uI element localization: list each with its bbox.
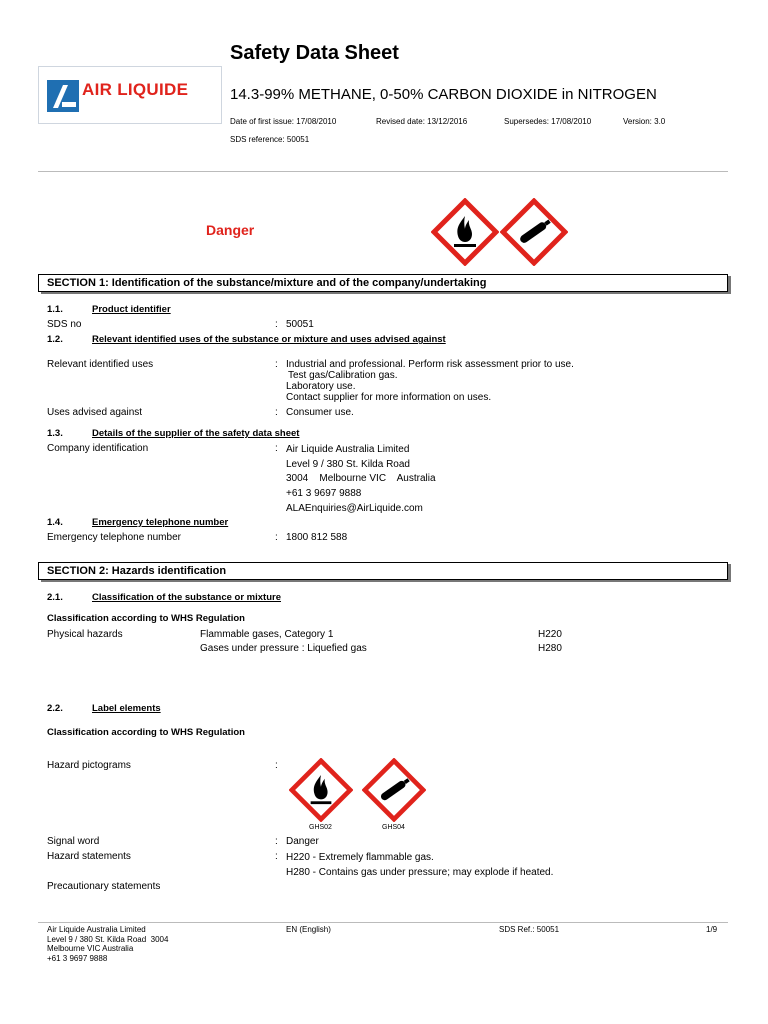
document-title: Safety Data Sheet <box>230 42 399 64</box>
precautionary-statements-label: Precautionary statements <box>47 881 161 892</box>
air-liquide-mark-icon <box>47 80 79 112</box>
signal-word-banner: Danger <box>206 222 255 238</box>
ghs04-gas-cylinder-icon <box>362 758 426 822</box>
logo-text: AIR LIQUIDE <box>82 80 189 99</box>
physical-hazards-label: Physical hazards <box>47 629 123 640</box>
colon: : <box>275 443 278 454</box>
company-identification-value: Air Liquide Australia Limited Level 9 / 380 St. Kilda Road 3004 Melbourne VIC Australia +61 3 9697 9888 ALAEnquiries@AirLiquide.com <box>286 444 436 514</box>
gas-cylinder-pictogram-icon <box>500 198 568 266</box>
colon: : <box>275 319 278 330</box>
emergency-phone-value: 1800 812 588 <box>286 532 348 543</box>
classification-heading: Classification according to WHS Regulation <box>47 613 245 624</box>
footer-language: EN (English) <box>286 925 331 934</box>
subsection-2-2: 2.2. Label elements <box>47 703 161 714</box>
company-identification-label: Company identification <box>47 443 149 454</box>
footer-company: Air Liquide Australia Limited Level 9 / 380 St. Kilda Road 3004 Melbourne VIC Australia +61 3 9697 9888 <box>47 925 169 963</box>
colon: : <box>275 760 278 771</box>
colon: : <box>275 851 278 862</box>
flame-pictogram-icon <box>431 198 499 266</box>
revised-date: Revised date: 13/12/2016 <box>376 117 468 126</box>
footer-sds-ref: SDS Ref.: 50051 <box>499 925 560 934</box>
hazard-pictograms-label: Hazard pictograms <box>47 760 131 771</box>
hazard-code: H220 <box>538 629 562 640</box>
uses-advised-against-value: Consumer use. <box>286 407 354 418</box>
hazard-statements-value: H220 - Extremely flammable gas. H280 - Contains gas under pressure; may explode if heated. <box>286 852 554 878</box>
subsection-1-1: 1.1. Product identifier <box>47 304 171 315</box>
sds-no-label: SDS no <box>47 319 82 330</box>
ghs-code: GHS04 <box>382 824 405 831</box>
sds-no-value: 50051 <box>286 319 314 330</box>
signal-word-value: Danger <box>286 836 319 847</box>
ghs-code: GHS02 <box>309 824 332 831</box>
emergency-phone-label: Emergency telephone number <box>47 532 181 543</box>
subsection-1-4: 1.4. Emergency telephone number <box>47 517 229 528</box>
hazard-category: Flammable gases, Category 1 <box>200 629 334 640</box>
sds-reference: SDS reference: 50051 <box>230 135 310 144</box>
colon: : <box>275 836 278 847</box>
first-issue-date: Date of first issue: 17/08/2010 <box>230 117 337 126</box>
supersedes-date: Supersedes: 17/08/2010 <box>504 117 592 126</box>
hazard-statements-label: Hazard statements <box>47 851 131 862</box>
ghs02-flame-icon <box>289 758 353 822</box>
hazard-category: Gases under pressure : Liquefied gas <box>200 643 367 654</box>
subsection-2-1: 2.1. Classification of the substance or mixture <box>47 592 281 603</box>
colon: : <box>275 359 278 370</box>
classification-heading-2: Classification according to WHS Regulation <box>47 727 245 738</box>
relevant-uses-label: Relevant identified uses <box>47 359 154 370</box>
page-number: 1/9 <box>706 925 718 934</box>
product-name: 14.3-99% METHANE, 0-50% CARBON DIOXIDE in NITROGEN <box>230 86 657 103</box>
signal-word-label: Signal word <box>47 836 100 847</box>
divider <box>38 171 728 172</box>
subsection-1-2: 1.2. Relevant identified uses of the substance or mixture and uses advised against <box>47 334 446 345</box>
subsection-1-3: 1.3. Details of the supplier of the safety data sheet <box>47 428 300 439</box>
version: Version: 3.0 <box>623 117 666 126</box>
relevant-uses-value: Industrial and professional. Perform risk assessment prior to use. Test gas/Calibration gas. Laboratory use. Contact supplier for more information on uses. <box>286 359 574 403</box>
uses-advised-against-label: Uses advised against <box>47 407 143 418</box>
footer-divider <box>38 922 728 923</box>
colon: : <box>275 407 278 418</box>
section-2-header: SECTION 2: Hazards identification <box>38 562 728 580</box>
hazard-code: H280 <box>538 643 562 654</box>
section-1-header: SECTION 1: Identification of the substance/mixture and of the company/undertaking <box>38 274 728 292</box>
colon: : <box>275 532 278 543</box>
